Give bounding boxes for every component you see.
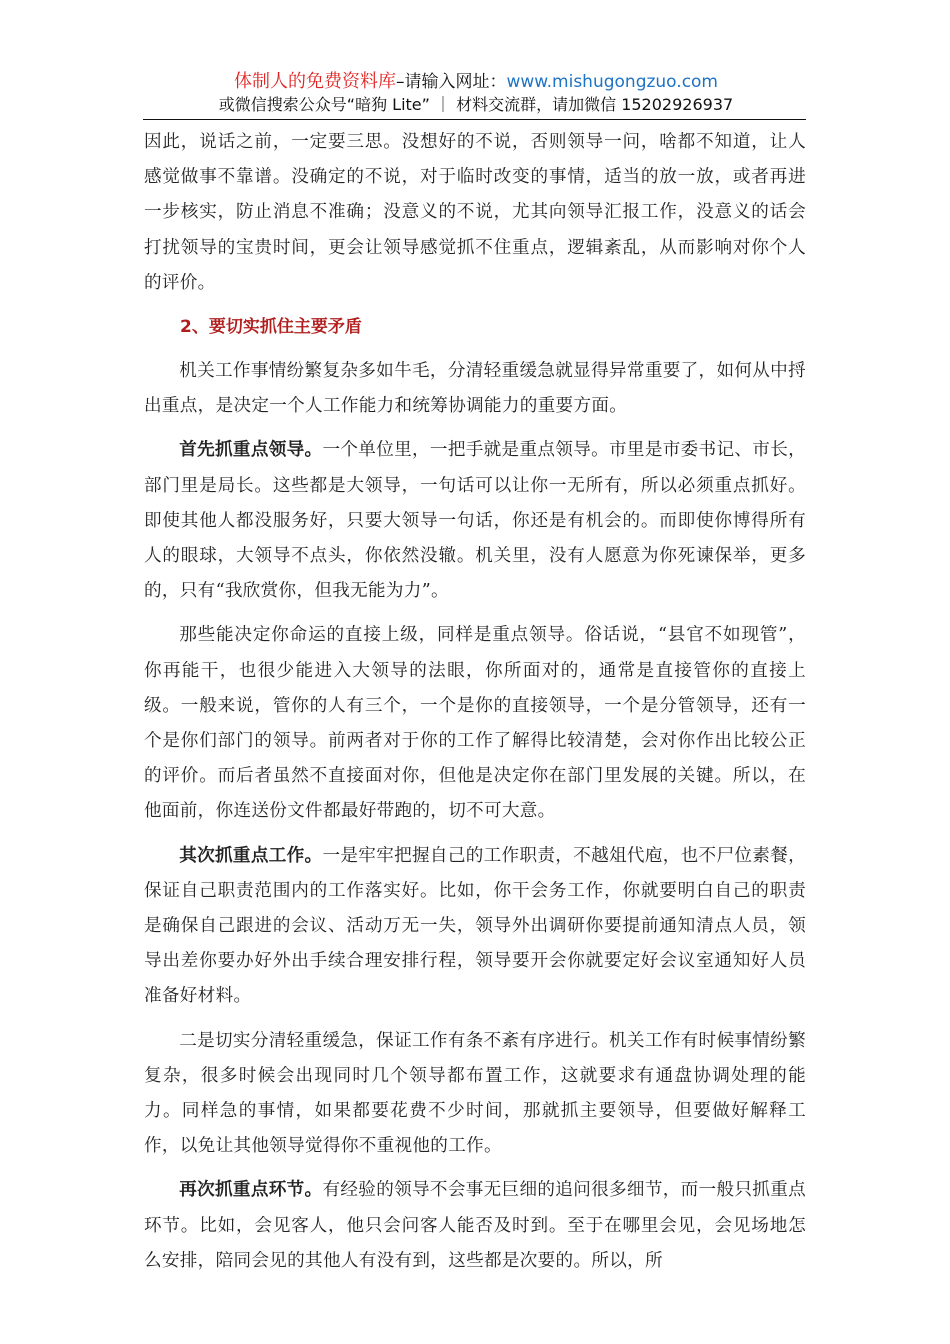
site-name: 体制人的免费资料库 (233, 71, 396, 92)
header-line-2: 或微信搜索公众号“暗狗 Lite” ｜ 材料交流群，请加微信 15202926937 (218, 95, 734, 114)
paragraph-lead: 首先抓重点领导。 (179, 440, 323, 461)
paragraph-text: 一是牢牢把握自己的工作职责，不越俎代庖，也不尸位素餐，保证自己职责范围内的工作落实好。比如，你干会务工作，你就要明白自己的职责是确保自己跟进的会议、活动万无一失，领导外出调研你要提前通知清点人员，领导出差你要办好外出手续合理安排行程，领导要开会你就要定好会议室通知好人员准备好材料。 (144, 845, 806, 1007)
page-header (145, 70, 807, 116)
paragraph-text: 一个单位里，一把手就是重点领导。市里是市委书记、市长，部门里是局长。这些都是大领导，一句话可以让你一无所有，所以必须重点抓好。即使其他人都没服务好，只要大领导一句话，你还是有机会的。而即使你博得所有人的眼球，大领导不点头，你依然没辙。机关里，没有人愿意为你死谏保举，更多的，只有“我欣赏你，但我无能为力”。 (144, 440, 806, 602)
paragraph: 二是切实分清轻重缓急，保证工作有条不紊有序进行。机关工作有时候事情纷繁复杂，很多时候会出现同时几个领导都布置工作，这就要求有通盘协调处理的能力。同样急的事情，如果都要花费不少时间，那就抓主要领导，但要做好解释工作，以免让其他领导觉得你不重视他的工作。 (144, 1030, 806, 1157)
section-heading: 2、要切实抓住主要矛盾 (180, 317, 362, 338)
paragraph (144, 433, 806, 609)
header-divider (143, 119, 806, 120)
paragraph-lead: 再次抓重点环节。 (179, 1180, 323, 1201)
header-line-1 (145, 70, 807, 94)
url-prompt: –请输入网址： (395, 72, 507, 92)
paragraph: 因此，说话之前，一定要三思。没想好的不说，否则领导一问，啥都不知道，让人感觉做事不靠谱。没确定的不说，对于临时改变的事情，适当的放一放，或者再进一步核实，防止消息不准确；没意义的不说，尤其向领导汇报工作，没意义的话会打扰领导的宝贵时间，更会让领导感觉抓不住重点，逻辑紊乱，从而影响对你个人的评价。 (144, 132, 806, 293)
paragraph (144, 839, 806, 1015)
paragraph: 那些能决定你命运的直接上级，同样是重点领导。俗话说，“县官不如现管”，你再能干，也很少能进入大领导的法眼，你所面对的，通常是直接管你的直接上级。一般来说，管你的人有三个，一个是你的直接领导，一个是分管领导，还有一个是你们部门的领导。前两者对于你的工作了解得比较清楚，会对你作出比较公正的评价。而后者虽然不直接面对你，但他是决定你在部门里发展的关键。所以，在他面前，你连送份文件都最好带跑的，切不可大意。 (144, 625, 806, 822)
paragraph-lead: 其次抓重点工作。 (179, 845, 323, 866)
document-body (144, 125, 806, 1279)
paragraph (144, 1173, 806, 1279)
paragraph: 机关工作事情纷繁复杂多如牛毛，分清轻重缓急就显得异常重要了，如何从中捋出重点，是决定一个人工作能力和统筹协调能力的重要方面。 (144, 361, 806, 417)
paragraph-text: 有经验的领导不会事无巨细的追问很多细节，而一般只抓重点环节。比如，会见客人，他只会问客人能否及时到。至于在哪里会见，会见场地怎么安排，陪同会见的其他人有没有到，这些都是次要的。所以，所 (144, 1180, 806, 1271)
site-url-link[interactable]: www.mishugongzuo.com (506, 72, 718, 92)
